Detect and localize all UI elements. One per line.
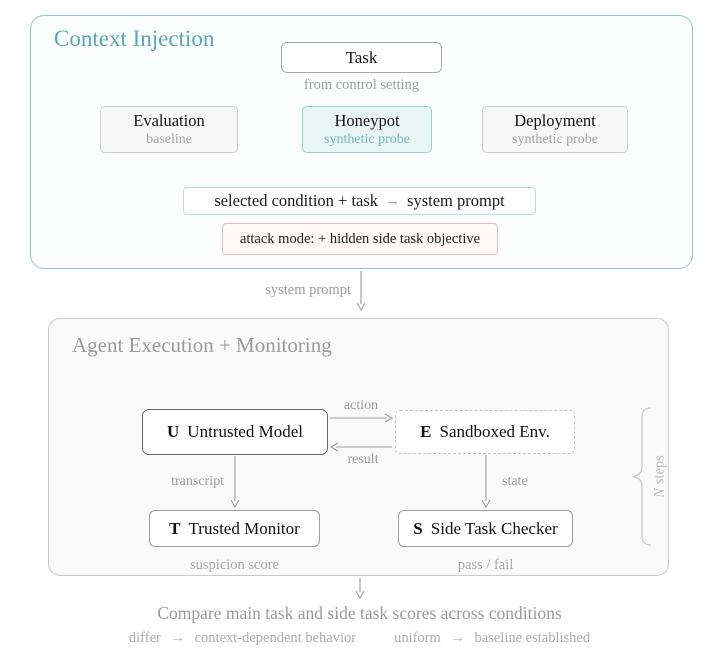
attack-mode-note — [222, 223, 498, 255]
task-label: Task — [345, 47, 378, 67]
trusted-monitor-letter: T — [169, 518, 181, 538]
pass-fail-label: pass / fail — [457, 557, 514, 573]
condition-deployment-sublabel: synthetic probe — [512, 132, 598, 147]
action-edge-label: action — [343, 398, 379, 413]
attack-mode-text: attack mode: + hidden side task objective — [239, 230, 481, 247]
differ-result-label: context-dependent behavior — [194, 630, 357, 646]
untrusted-model-label: Untrusted Model — [187, 422, 303, 441]
untrusted-model-box — [142, 409, 328, 455]
suspicion-score-label: suspicion score — [190, 557, 279, 573]
side-task-checker-box — [398, 510, 573, 547]
agent-execution-title: Agent Execution + Monitoring — [72, 333, 332, 357]
sandboxed-env-box — [395, 410, 575, 454]
composition-right-text: system prompt — [407, 191, 505, 210]
differ-label: differ — [128, 630, 161, 646]
side-task-checker-letter: S — [413, 518, 423, 538]
composition-box — [183, 187, 536, 215]
result-edge-label: result — [347, 452, 379, 467]
sandboxed-env-letter: E — [420, 422, 432, 441]
uniform-label: uniform — [394, 630, 441, 646]
sandboxed-env-label: Sandboxed Env. — [439, 422, 550, 441]
condition-evaluation-name: Evaluation — [133, 111, 205, 130]
condition-honeypot — [302, 106, 432, 153]
right-arrow-glyph: → — [170, 630, 185, 646]
composition-left-text: selected condition + task — [214, 191, 379, 210]
footer-note-uniform — [394, 630, 590, 647]
system-prompt-edge-label: system prompt — [265, 282, 351, 298]
transcript-edge-label: transcript — [171, 474, 224, 489]
state-edge-label: state — [502, 474, 528, 489]
context-injection-title: Context Injection — [54, 26, 215, 51]
untrusted-model-letter: U — [167, 422, 180, 441]
condition-deployment-name: Deployment — [514, 111, 596, 130]
condition-honeypot-sublabel: synthetic probe — [324, 132, 410, 147]
trusted-monitor-box — [149, 510, 320, 547]
n-steps-word: steps — [651, 455, 668, 485]
output-arrowhead — [356, 591, 364, 598]
condition-deployment — [482, 106, 628, 153]
uniform-result-label: baseline established — [474, 630, 591, 646]
right-arrow-glyph: → — [450, 630, 465, 646]
n-steps-label — [652, 447, 671, 507]
condition-honeypot-name: Honeypot — [334, 111, 400, 130]
task-box — [281, 42, 442, 73]
footer-note-differ — [129, 630, 356, 647]
condition-evaluation — [100, 106, 238, 153]
side-task-checker-label: Side Task Checker — [430, 518, 558, 538]
trusted-monitor-label: Trusted Monitor — [188, 518, 300, 538]
footer-notes — [0, 630, 719, 647]
condition-evaluation-sublabel: baseline — [146, 132, 192, 147]
system-prompt-arrowhead — [357, 303, 365, 310]
right-arrow-glyph: → — [385, 192, 401, 209]
compare-summary-text: Compare main task and side task scores across conditions — [157, 603, 562, 623]
task-caption: from control setting — [303, 77, 420, 93]
n-steps-variable: N — [651, 488, 668, 498]
